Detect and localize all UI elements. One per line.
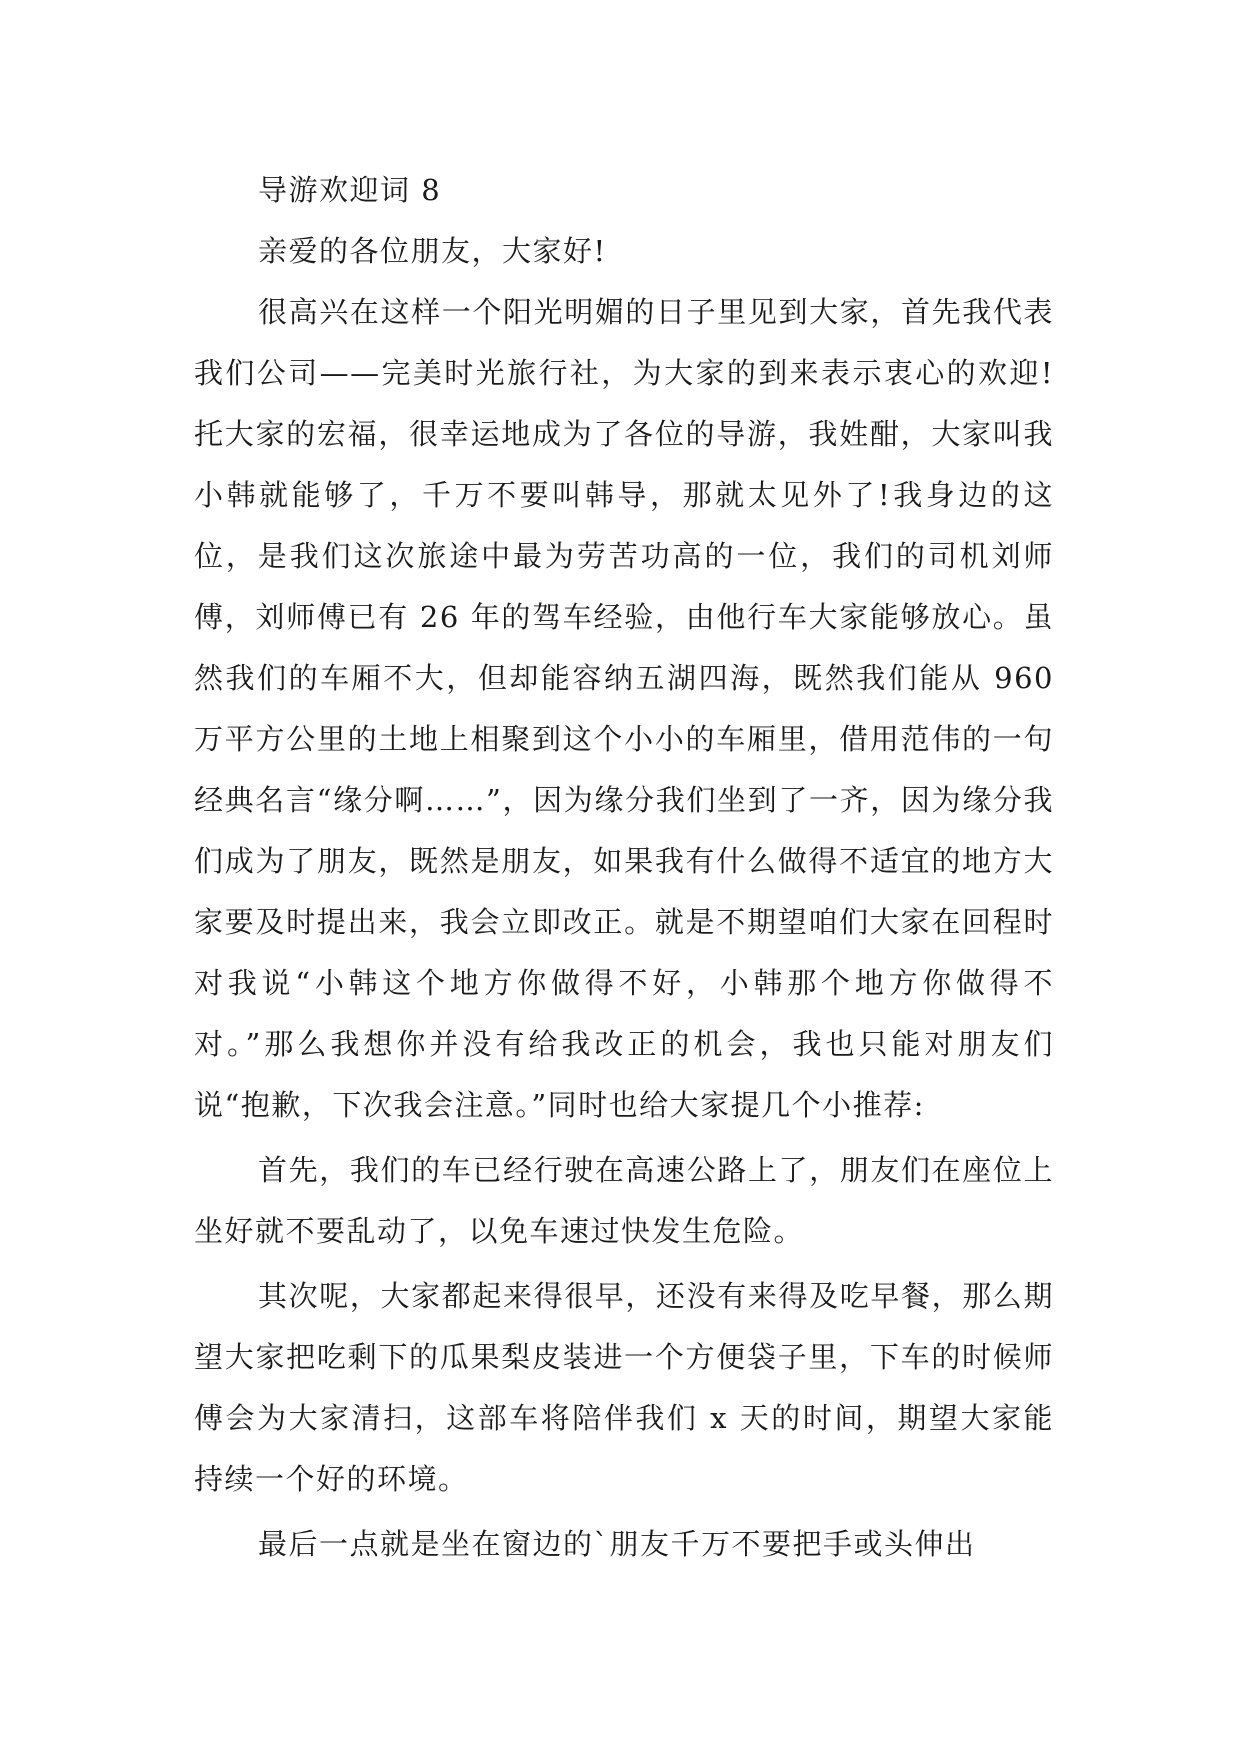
paragraph-first-tip: 首先，我们的车已经行驶在高速公路上了，朋友们在座位上坐好就不要乱动了，以免车速过快发生危险。 [194,1153,1054,1248]
paragraph-welcome: 很高兴在这样一个阳光明媚的日子里见到大家，首先我代表我们公司——完美时光旅行社，为大家的到来表示衷心的欢迎!托大家的宏福，很幸运地成为了各位的导游，我姓酣，大家叫我小韩就能够了，千万不要叫韩导，那就太见外了!我身边的这位，是我们这次旅途中最为劳苦功高的一位，我们的司机刘师傅，刘师傅已有 26 年的驾车经验，由他行车大家能够放心。虽然我们的车厢不大，但却能容纳五湖四海，既然我们能从 960 万平方公里的土地上相聚到这个小小的车厢里，借用范伟的一句经典名言“缘分啊……”，因为缘分我们坐到了一齐，因为缘分我们成为了朋友，既然是朋友，如果我有什么做得不适宜的地方大家要及时提出来，我会立即改正。就是不期望咱们大家在回程时对我说“小韩这个地方你做得不好，小韩那个地方你做得不对。”那么我想你并没有给我改正的机会，我也只能对朋友们说“抱歉，下次我会注意。”同时也给大家提几个小推荐: [194,295,1054,1122]
document-title: 导游欢迎词 8 [258,173,442,207]
paragraph-last-tip: 最后一点就是坐在窗边的`朋友千万不要把手或头伸出 [258,1527,976,1561]
greeting-line: 亲爱的各位朋友，大家好! [258,234,607,268]
document-body [194,160,1054,1575]
paragraph-second-tip: 其次呢，大家都起来得很早，还没有来得及吃早餐，那么期望大家把吃剩下的瓜果梨皮装进一个方便袋子里，下车的时候师傅会为大家清扫，这部车将陪伴我们 x 天的时间，期望大家能持续一个好的环境。 [194,1279,1054,1496]
